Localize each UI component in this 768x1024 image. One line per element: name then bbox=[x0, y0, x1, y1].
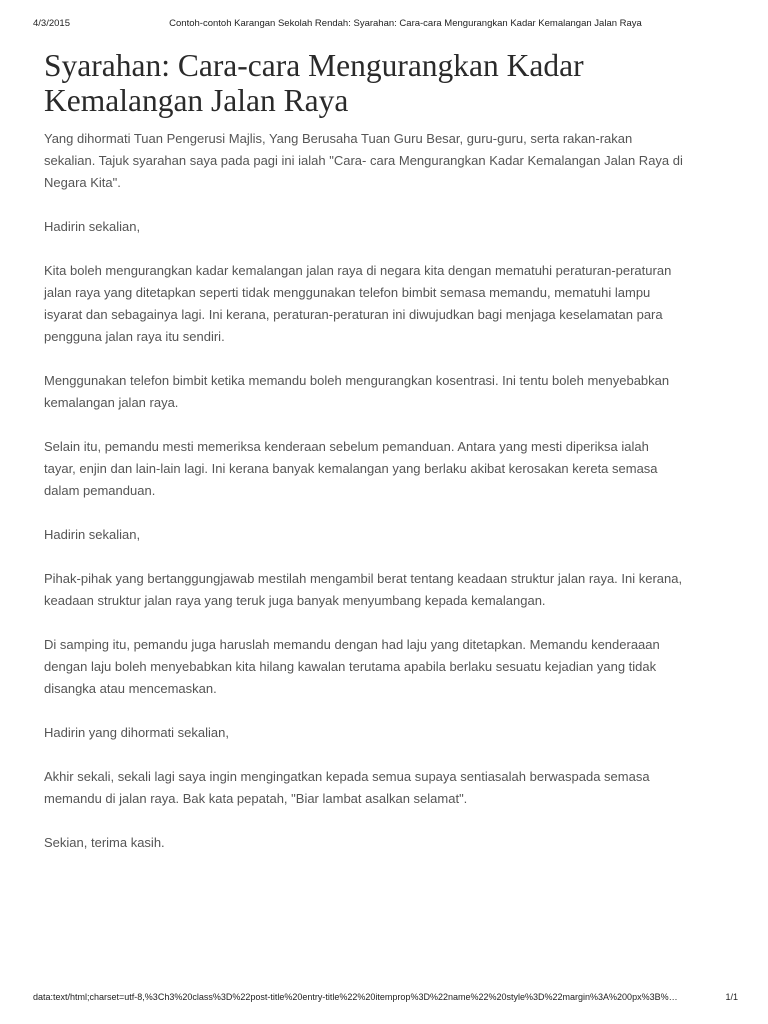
print-header bbox=[33, 18, 738, 32]
paragraph-traffic-rules: Kita boleh mengurangkan kadar kemalangan jalan raya di negara kita dengan mematuhi peraturan-peraturan jalan raya yang ditetapkan seperti tidak menggunakan telefon bimbit semasa memandu, mematuhi lampu isyarat dan sebagainya lagi. Ini kerana, peraturan-peraturan ini diwujudkan bagi menjaga keselamatan para pengguna jalan raya itu sendiri. bbox=[44, 263, 672, 344]
paragraph-speed-limit: Di samping itu, pemandu juga haruslah memandu dengan had laju yang ditetapkan. Memandu kenderaaan dengan laju boleh menyebabkan kita hilang kawalan terutama apabila berlaku sesuatu kejadian yang tidak disangka atau mencemaskan. bbox=[44, 637, 660, 696]
paragraph-address-2: Hadirin sekalian, bbox=[44, 527, 141, 542]
paragraph-thanks: Sekian, terima kasih. bbox=[44, 835, 165, 850]
paragraph-address-1: Hadirin sekalian, bbox=[44, 219, 141, 234]
print-source-url: data:text/html;charset=utf-8,%3Ch3%20class%3D%22post-title%20entry-title%22%20itemprop%3D%22name%22%20style%3D%22margin%3A%200px%3B%… bbox=[33, 992, 678, 1002]
paragraph-vehicle-check: Selain itu, pemandu mesti memeriksa kenderaan sebelum pemanduan. Antara yang mesti diperiksa ialah tayar, enjin dan lain-lain lagi. Ini kerana banyak kemalangan yang berlaku akibat kerosakan kereta semasa dalam pemanduan. bbox=[44, 439, 658, 498]
print-footer bbox=[33, 992, 738, 1006]
page-number: 1/1 bbox=[725, 992, 738, 1002]
print-document-title: Contoh-contoh Karangan Sekolah Rendah: Syarahan: Cara-cara Mengurangkan Kadar Kemalangan Jalan Raya bbox=[169, 18, 642, 29]
paragraph-phone-use: Menggunakan telefon bimbit ketika memandu boleh mengurangkan kosentrasi. Ini tentu boleh menyebabkan kemalangan jalan raya. bbox=[44, 373, 670, 410]
post-title: Syarahan: Cara-cara Mengurangkan Kadar Kemalangan Jalan Raya bbox=[44, 48, 584, 118]
print-date: 4/3/2015 bbox=[33, 18, 70, 29]
paragraph-road-structure: Pihak-pihak yang bertanggungjawab mestilah mengambil berat tentang keadaan struktur jalan raya. Ini kerana, keadaan struktur jalan raya yang teruk juga banyak menyumbang kepada kemalangan. bbox=[44, 571, 683, 608]
post-body bbox=[44, 128, 684, 876]
paragraph-address-3: Hadirin yang dihormati sekalian, bbox=[44, 725, 229, 740]
paragraph-closing-reminder: Akhir sekali, sekali lagi saya ingin mengingatkan kepada semua supaya sentiasalah berwaspada semasa memandu di jalan raya. Bak kata pepatah, "Biar lambat asalkan selamat". bbox=[44, 769, 650, 806]
paragraph-greeting: Yang dihormati Tuan Pengerusi Majlis, Yang Berusaha Tuan Guru Besar, guru-guru, serta rakan-rakan sekalian. Tajuk syarahan saya pada pagi ini ialah "Cara- cara Mengurangkan Kadar Kemalangan Jalan Raya di Negara Kita". bbox=[44, 131, 683, 190]
